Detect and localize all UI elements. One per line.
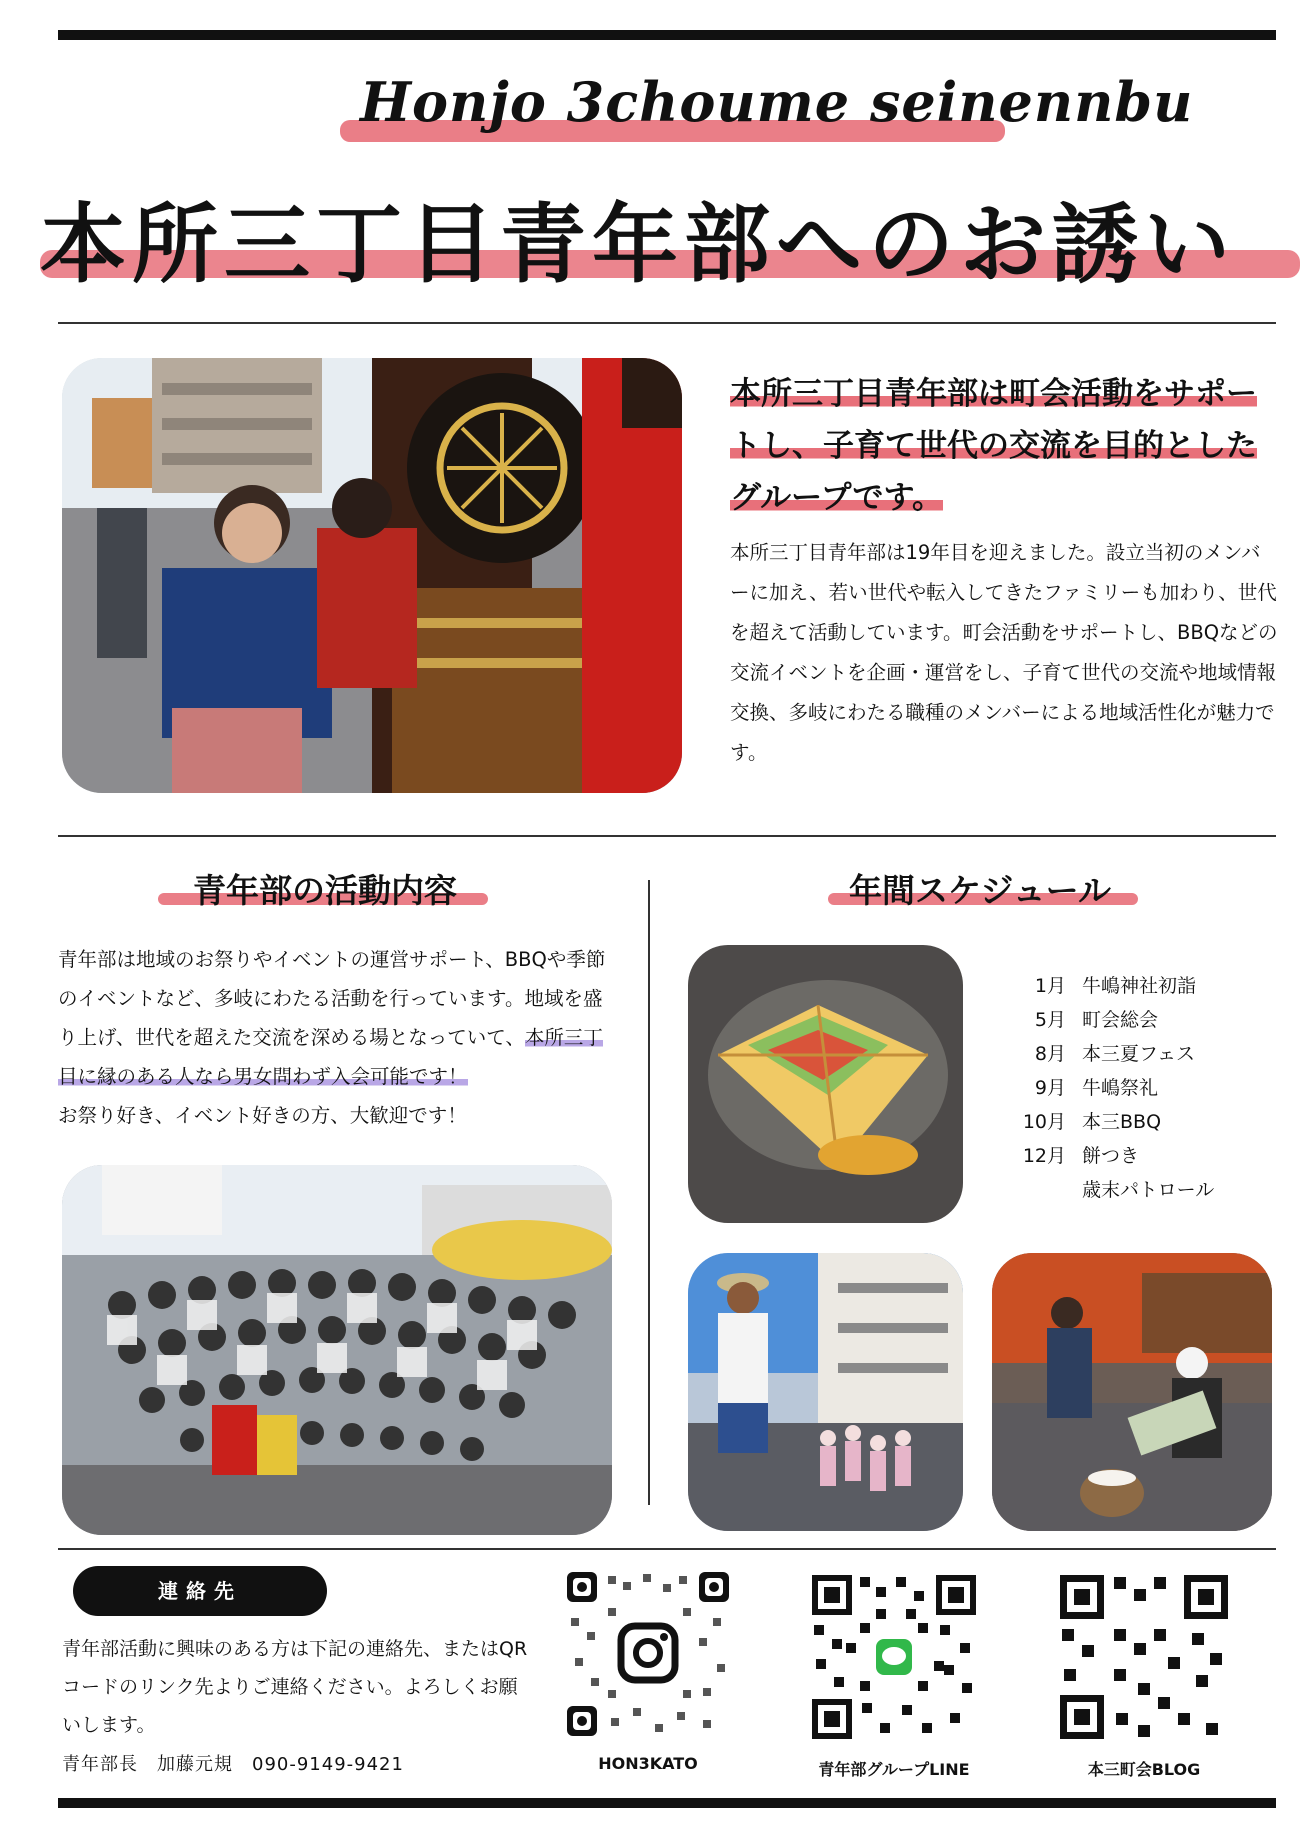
qr-label-line: 青年部グループLINE [818, 1760, 970, 1779]
festival-photo [62, 358, 682, 793]
schedule-item [1000, 1038, 1214, 1070]
instagram-qr[interactable] [563, 1568, 733, 1773]
contact-badge: 連絡先 [73, 1566, 327, 1616]
schedule-item [1000, 1174, 1214, 1206]
activities-text-before: 青年部は地域のお祭りやイベントの運営サポート、BBQや季節のイベントなど、多岐にわたる活動を行っています。地域を盛り上げ、世代を超えた交流を深める場となっていて、 [58, 948, 606, 1049]
schedule-month: 10月 [1022, 1111, 1066, 1133]
schedule-title: 年間スケジュール [848, 871, 1112, 910]
activities-title: 青年部の活動内容 [193, 871, 457, 910]
blog-qr[interactable] [1058, 1573, 1230, 1779]
schedule-event: 町会総会 [1082, 1009, 1159, 1031]
main-title: 本所三丁目青年部へのお誘い [40, 195, 1236, 295]
group-photo [62, 1165, 612, 1535]
activities-text-after: お祭り好き、イベント好きの方、大歓迎です！ [58, 1104, 467, 1127]
top-rule [58, 30, 1276, 40]
header-divider [58, 322, 1276, 324]
schedule-event: 牛嶋祭礼 [1082, 1077, 1159, 1099]
mochi-photo [992, 1253, 1272, 1531]
bottom-divider [58, 1548, 1276, 1550]
line-qr[interactable] [810, 1573, 978, 1779]
schedule-month [1000, 1174, 1080, 1206]
schedule-item [1000, 1072, 1214, 1104]
schedule-list [998, 968, 1216, 1208]
schedule-event: 歳末パトロール [1082, 1179, 1215, 1201]
script-title: Honjo 3choume seinennbu [360, 70, 1194, 134]
schedule-month: 12月 [1022, 1145, 1066, 1167]
bottom-rule [58, 1798, 1276, 1808]
schedule-item [1000, 1140, 1214, 1172]
sandwich-photo [688, 945, 963, 1223]
schedule-event: 牛嶋神社初詣 [1082, 975, 1197, 997]
schedule-event: 本三BBQ [1082, 1111, 1162, 1133]
qr-label-instagram: HON3KATO [598, 1754, 698, 1773]
schedule-event: 餅つき [1082, 1145, 1140, 1167]
intro-lead: 本所三丁目青年部は町会活動をサポートし、子育て世代の交流を目的としたグループです。 [730, 376, 1257, 516]
schedule-month: 1月 [1034, 975, 1066, 997]
activities-text [58, 940, 618, 1135]
schedule-month: 9月 [1034, 1077, 1066, 1099]
contact-person: 青年部長 加藤元規 090-9149-9421 [62, 1754, 404, 1775]
schedule-item [1000, 1004, 1214, 1036]
dance-photo [688, 1253, 963, 1531]
intro-body: 本所三丁目青年部は19年目を迎えました。設立当初のメンバーに加え、若い世代や転入してきたファミリーも加わり、世代を超えて活動しています。町会活動をサポートし、BBQなどの交流イベントを企画・運営をし、子育て世代の交流や地域情報交換、多岐にわたる職種のメンバーによる地域活性化が魅力です。 [730, 541, 1278, 764]
schedule-item [1000, 1106, 1214, 1138]
schedule-month: 5月 [1034, 1009, 1066, 1031]
schedule-event: 本三夏フェス [1082, 1043, 1196, 1065]
middle-divider [58, 835, 1276, 837]
column-divider [648, 880, 650, 1505]
schedule-month: 8月 [1034, 1043, 1066, 1065]
qr-label-blog: 本三町会BLOG [1087, 1760, 1201, 1779]
contact-text: 青年部活動に興味のある方は下記の連絡先、またはQRコードのリンク先よりご連絡ください。よろしくお願いします。 [62, 1638, 528, 1736]
schedule-item [1000, 970, 1214, 1002]
activities-text-highlight: 本所三丁目に縁のある人なら男女問わず入会可能です！ [58, 1026, 603, 1088]
